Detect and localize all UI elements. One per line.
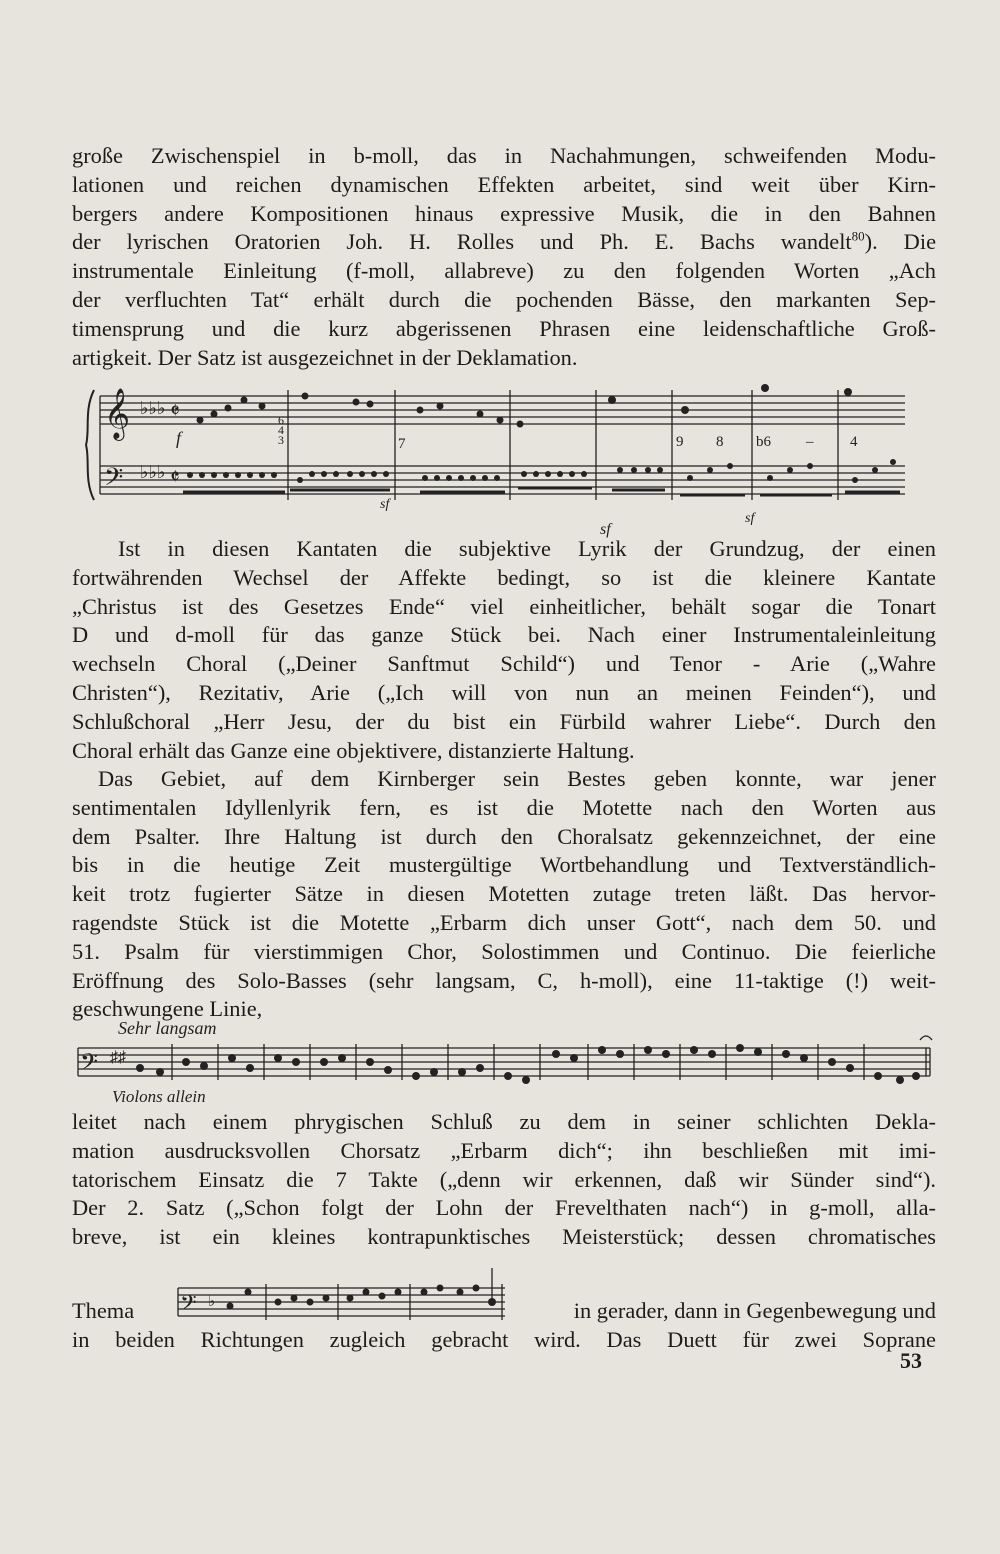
figure-mark: 3: [278, 433, 284, 447]
dynamic-mark: sf: [380, 497, 390, 512]
paragraph-3: [72, 765, 936, 1024]
svg-text:♭♭♭: ♭♭♭: [140, 398, 166, 418]
paragraph-1: [72, 142, 936, 372]
text-line: dem Psalter. Ihre Haltung ist durch den Choralsatz gekennzeichnet, der eine: [72, 823, 936, 849]
text-line-split: [72, 1297, 936, 1326]
text-line: große Zwischenspiel in b-moll, das in Nachahmungen, schweifenden Modu-: [72, 143, 936, 168]
svg-text:𝄞: 𝄞: [104, 389, 131, 438]
text-line-tail: ). Die: [864, 229, 937, 255]
svg-text:♯♯: ♯♯: [110, 1049, 126, 1066]
text-line: geschwungene Linie,: [72, 996, 263, 1022]
text-line: bergers andere Kompositionen hinaus expressive Musik, die in den Bahnen: [72, 200, 936, 226]
svg-text:♭: ♭: [208, 1294, 216, 1310]
figure-mark: b6: [756, 434, 771, 450]
svg-text:𝄢: 𝄢: [104, 464, 124, 497]
music-example-2: [0, 1010, 1000, 1120]
text-line: Der 2. Satz („Schon folgt der Lohn der Frevelthaten nach“) in g-moll, alla-: [72, 1195, 936, 1221]
figure-mark: 4: [850, 434, 858, 450]
figure-mark: –: [806, 434, 814, 450]
text-line: ragendste Stück ist die Motette „Erbarm dich unser Gott“, nach dem 50. und: [72, 909, 936, 935]
text-line: wechseln Choral („Deiner Sanftmut Schild“) und Tenor - Arie („Wahre: [72, 651, 936, 677]
svg-text:𝄢: 𝄢: [180, 1291, 197, 1320]
text-line: mation ausdrucksvollen Chorsatz „Erbarm dich“; ihn beschließen mit imi-: [72, 1137, 936, 1163]
svg-text:𝄵: 𝄵: [170, 398, 180, 423]
text-line: instrumentale Einleitung (f-moll, allabreve) zu den folgenden Worten „Ach: [72, 258, 936, 284]
figure-mark: 8: [716, 434, 724, 450]
text-fragment: in gerader, dann in Gegenbewegung und: [573, 1298, 936, 1323]
text-line: der lyrischen Oratorien Joh. H. Rolles und Ph. E. Bachs wandelt: [72, 229, 852, 255]
music-example-1: [0, 370, 1000, 540]
text-line: Ist in diesen Kantaten die subjektive Lyrik der Grundzug, der einen: [118, 536, 936, 561]
text-line: artigkeit. Der Satz ist ausgezeichnet in der Deklamation.: [72, 344, 578, 370]
text-line: der verfluchten Tat“ erhält durch die pochenden Bässe, den markanten Sep-: [72, 286, 936, 312]
text-line: Eröffnung des Solo-Basses (sehr langsam, C, h-moll), eine 11-taktige (!) weit-: [72, 967, 936, 993]
text-line: D und d-moll für das ganze Stück bei. Nach einer Instrumentaleinleitung: [72, 622, 936, 648]
paragraph-2: [72, 535, 936, 765]
text-line: „Christus ist des Gesetzes Ende“ viel einheitlicher, behält sogar die Tonart: [72, 593, 936, 619]
dynamic-mark: sf: [600, 521, 611, 538]
text-line: sentimentalen Idyllenlyrik fern, es ist die Motette nach den Worten aus: [72, 794, 936, 820]
footnote-marker: 80: [851, 228, 865, 244]
dynamic-mark: sf: [745, 511, 755, 526]
svg-text:𝄢: 𝄢: [80, 1050, 99, 1081]
page-number: 53: [900, 1348, 922, 1373]
text-line: breve, ist ein kleines kontrapunktisches Meisterstück; dessen chromatisches: [72, 1224, 936, 1250]
text-line: Das Gebiet, auf dem Kirnberger sein Bestes geben konnte, war jener: [98, 766, 936, 791]
instrument-label: Violons allein: [112, 1087, 206, 1106]
paragraph-4: [72, 1108, 936, 1252]
text-line: Schlußchoral „Herr Jesu, der du bist ein Fürbild wahrer Liebe“. Durch den: [72, 708, 936, 734]
figure-mark: 7: [398, 436, 406, 452]
dynamic-mark: f: [176, 428, 182, 448]
svg-text:𝄵: 𝄵: [170, 464, 180, 489]
text-line: timensprung und die kurz abgerissenen Phrasen eine leidenschaftliche Groß-: [72, 315, 936, 341]
tempo-marking: Sehr langsam: [118, 1018, 217, 1038]
text-line: leitet nach einem phrygischen Schluß zu dem in seiner schlichten Dekla-: [72, 1109, 936, 1134]
text-line: bis in die heutige Zeit mustergültige Wortbehandlung und Textverständlich-: [72, 852, 936, 878]
text-line: tatorischem Einsatz die 7 Takte („denn wir erkennen, daß wir Sünder sind“).: [72, 1166, 936, 1192]
figure-mark: 6: [278, 413, 284, 427]
text-line: in beiden Richtungen zugleich gebracht wird. Das Duett für zwei Soprane: [72, 1326, 936, 1352]
svg-text:♭♭♭: ♭♭♭: [140, 462, 166, 482]
text-line-with-footnote: [72, 228, 936, 257]
figure-mark: 4: [278, 423, 284, 437]
text-line: fortwährenden Wechsel der Affekte bedingt, so ist die kleinere Kantate: [72, 564, 936, 590]
text-line: 51. Psalm für vierstimmigen Chor, Solostimmen und Continuo. Die feierliche: [72, 938, 936, 964]
text-line: Choral erhält das Ganze eine objektivere, distanzierte Haltung.: [72, 737, 635, 763]
figure-mark: 9: [676, 434, 684, 450]
text-line: Christen“), Rezitativ, Arie („Ich will von nun an meinen Feinden“), und: [72, 679, 936, 705]
text-line: keit trotz fugierter Sätze in diesen Motetten zutage treten läßt. Das hervor-: [72, 881, 936, 907]
text-line: lationen und reichen dynamischen Effekten arbeitet, sind weit über Kirn-: [72, 171, 936, 197]
paragraph-5: [72, 1297, 936, 1355]
text-fragment: Thema: [72, 1298, 135, 1323]
